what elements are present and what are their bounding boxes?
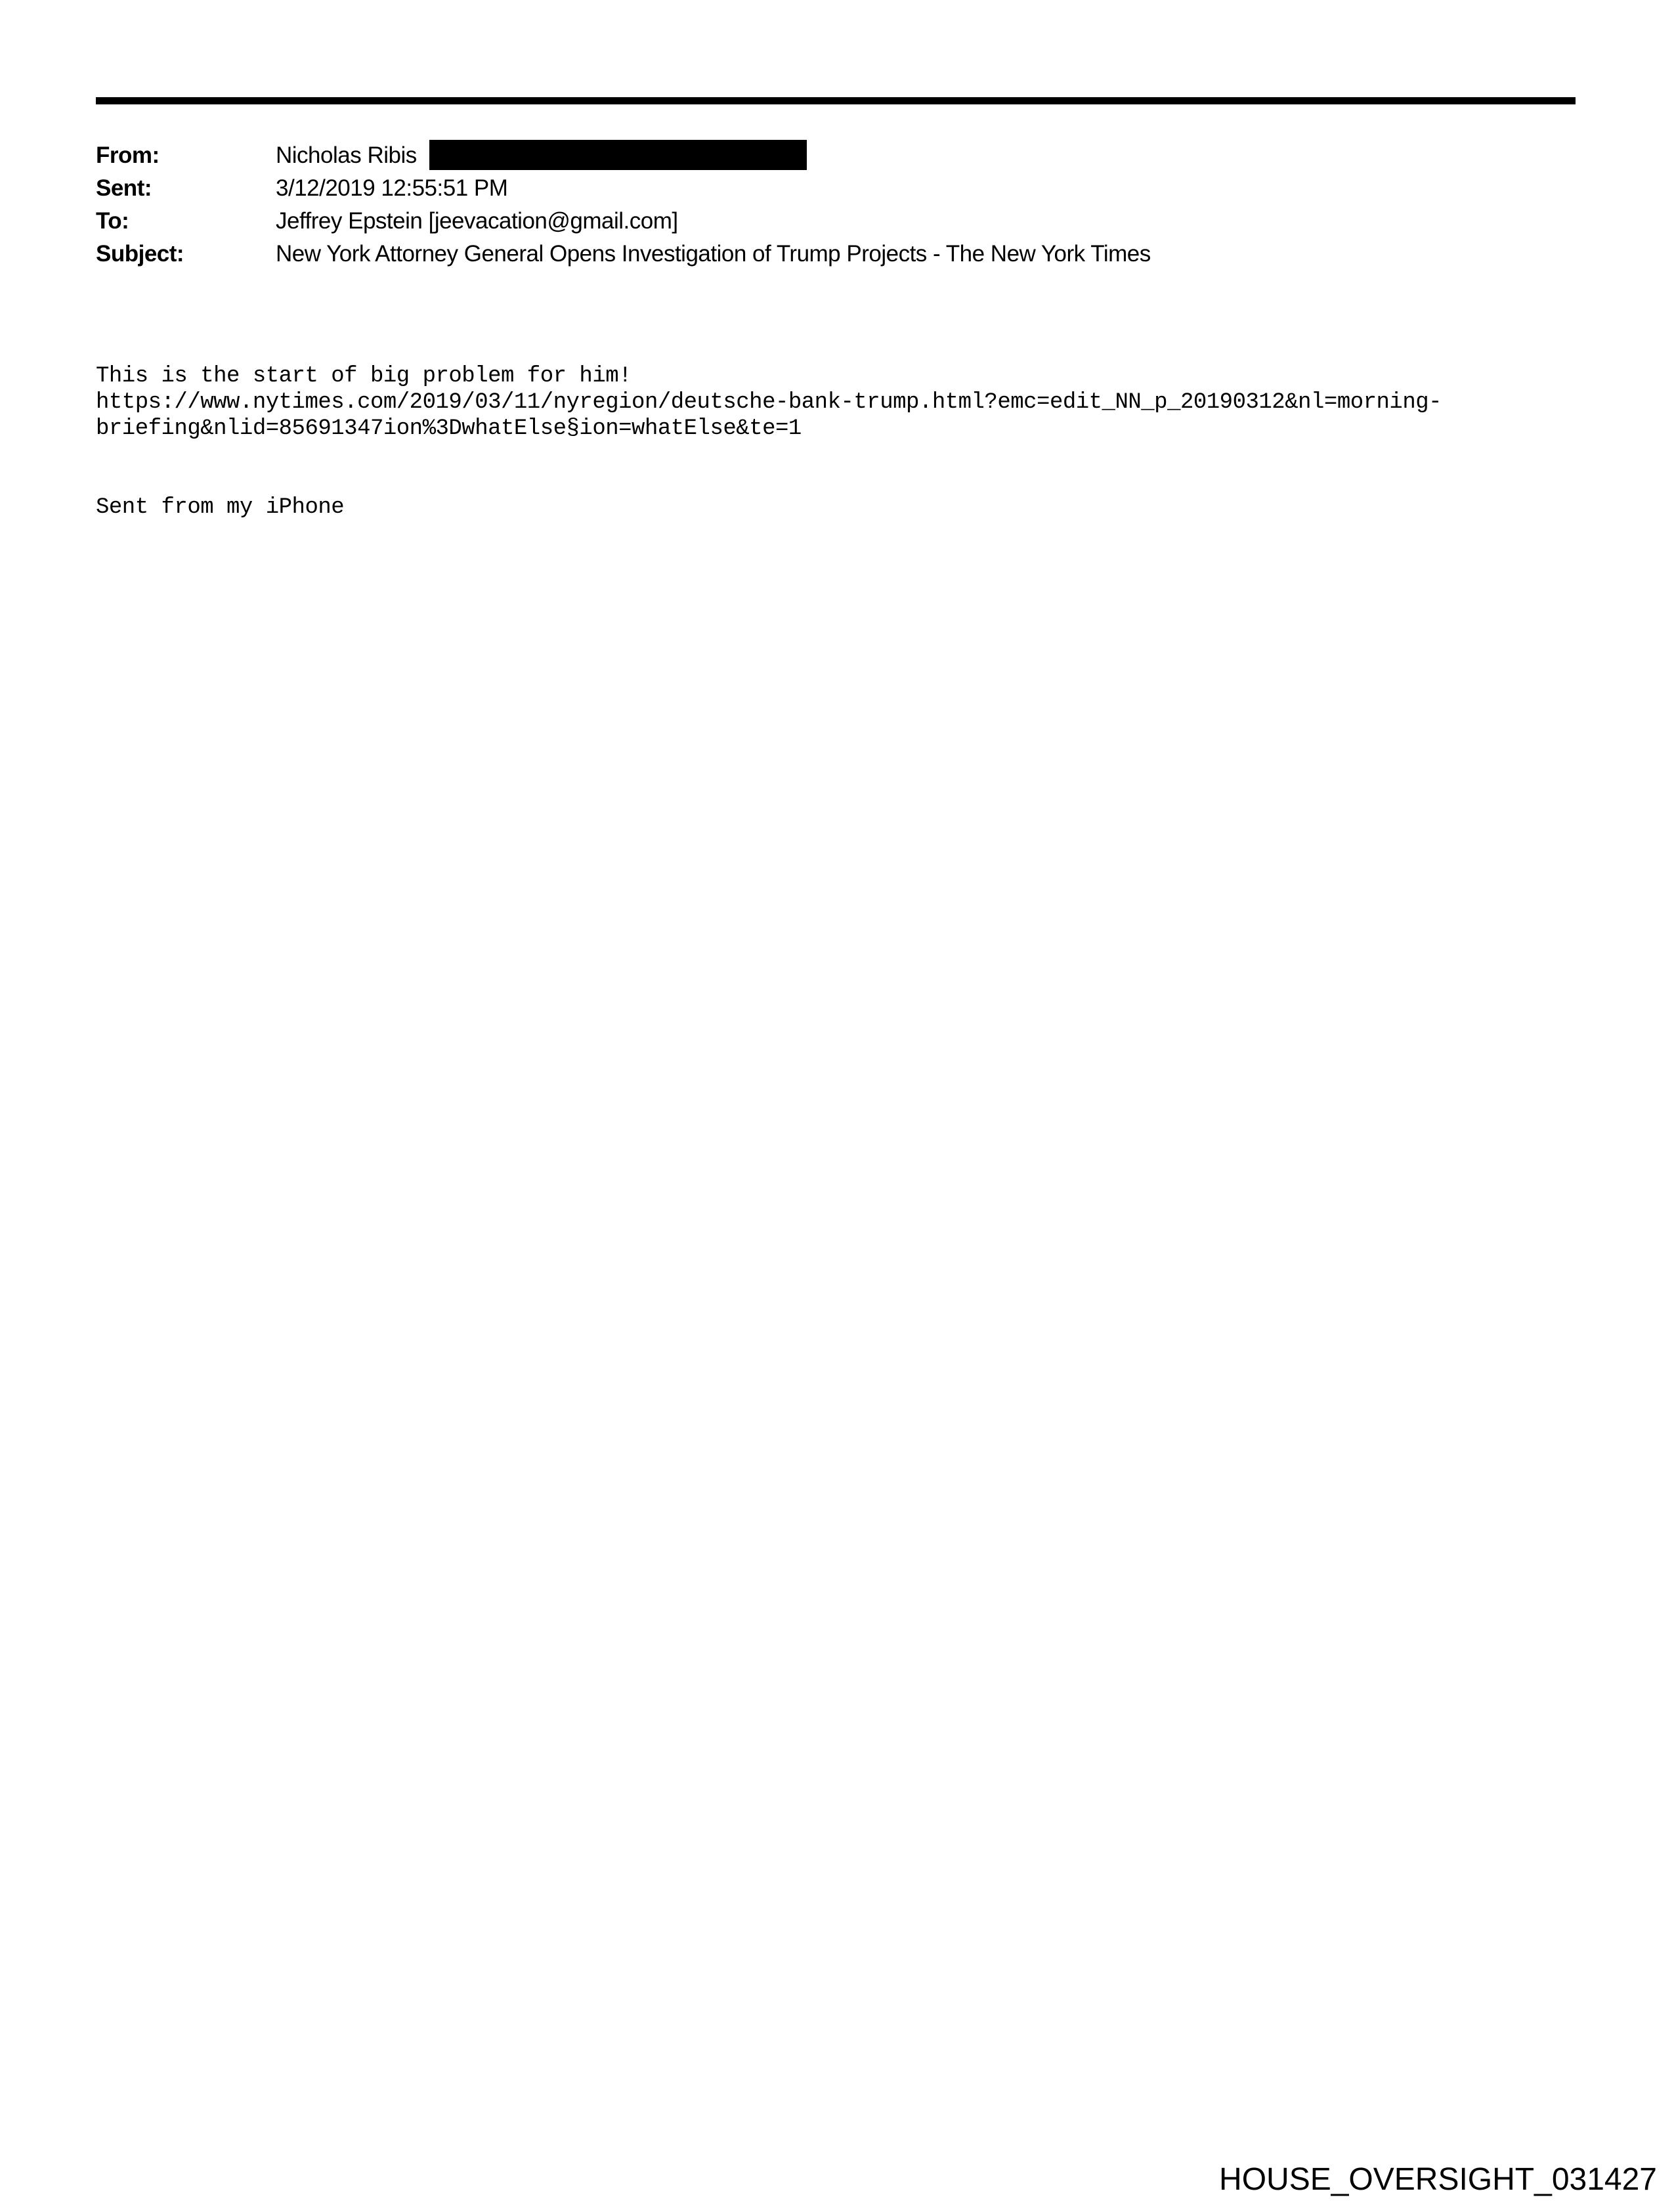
subject-value: New York Attorney General Opens Investigation of Trump Projects - The New York Times (276, 241, 1151, 267)
header-row-from (96, 139, 1606, 172)
url-line-1: https://www.nytimes.com/2019/03/11/nyregion/deutsche-bank-trump.html?emc=edit_NN_p_20190312&nl=morning- (96, 390, 1442, 415)
sender-name: Nicholas Ribis (276, 142, 417, 168)
header-row-sent (96, 172, 1606, 205)
to-label: To: (96, 208, 129, 234)
header-rule (96, 97, 1576, 104)
email-body (96, 363, 1606, 521)
subject-label: Subject: (96, 241, 184, 267)
bates-stamp: HOUSE_OVERSIGHT_031427 (1219, 2162, 1657, 2197)
email-header (96, 139, 1606, 271)
url-line-2: briefing&nlid=85691347ion%3DwhatElse§ion=whatElse&te=1 (96, 416, 802, 441)
to-value: Jeffrey Epstein [jeevacation@gmail.com] (276, 208, 678, 234)
sent-value: 3/12/2019 12:55:51 PM (276, 175, 508, 201)
body-line: This is the start of big problem for him! (96, 364, 632, 389)
signature-line: Sent from my iPhone (96, 495, 345, 520)
from-value (276, 139, 1606, 172)
header-row-to (96, 205, 1606, 238)
sent-label: Sent: (96, 175, 152, 201)
redacted-email-address (429, 140, 807, 170)
from-label: From: (96, 142, 160, 168)
header-row-subject (96, 238, 1606, 271)
